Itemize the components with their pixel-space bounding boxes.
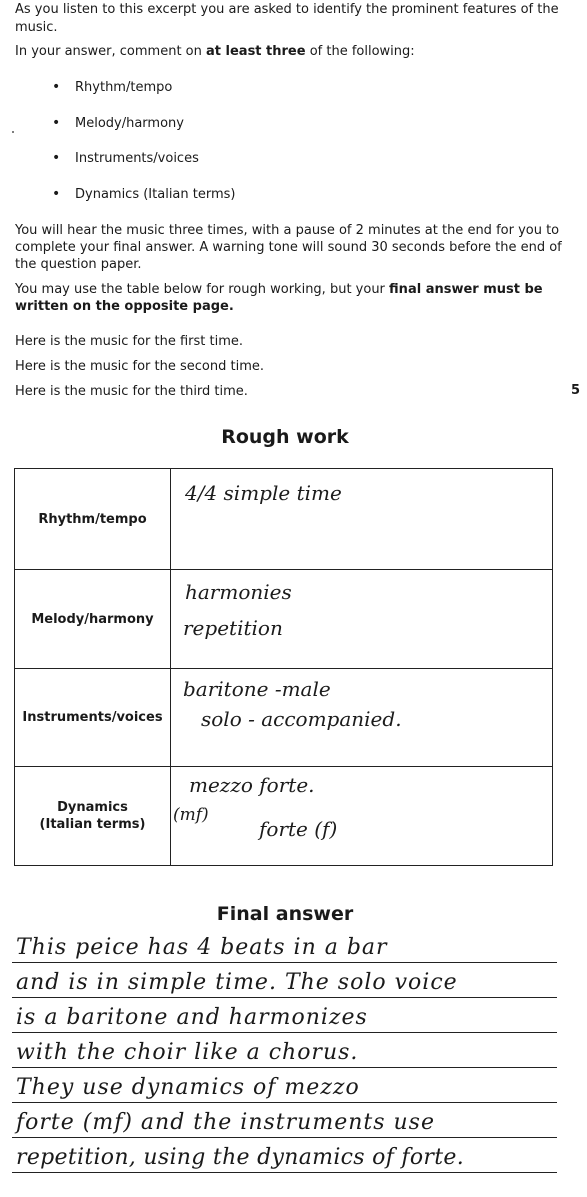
table-bold-1: final answer must be [389, 282, 543, 297]
handwritten-note: repetition [183, 616, 283, 640]
comment-bold: at least three [206, 44, 306, 59]
answer-line [12, 997, 557, 998]
category-label-1: Dynamics [57, 800, 128, 815]
first-time: Here is the music for the first time. [15, 334, 244, 349]
category-label-2: (Italian terms) [39, 817, 146, 832]
category-label: Instruments/voices [22, 710, 163, 725]
hear-line-2: complete your final answer. A warning tone will sound 30 seconds before the end of [15, 240, 562, 255]
handwritten-note: (mf) [173, 805, 209, 825]
bullet-label: Melody/harmony [75, 116, 184, 131]
answer-line [12, 1032, 557, 1033]
hear-line-3: the question paper. [15, 257, 142, 272]
handwritten-note: baritone -male [183, 677, 331, 701]
handwritten-note: solo - accompanied. [201, 707, 402, 731]
third-time: Here is the music for the third time. [15, 384, 248, 399]
final-answer-line-4: with the choir like a chorus. [16, 1040, 359, 1065]
answer-line [12, 1067, 557, 1068]
table-instruction-2 [15, 298, 234, 315]
bullet-label: Rhythm/tempo [75, 80, 173, 95]
table-row [15, 469, 553, 570]
table-instruction-1 [15, 281, 543, 298]
handwritten-note: 4/4 simple time [185, 481, 342, 505]
rough-work-table [14, 468, 553, 866]
category-label: Melody/harmony [31, 611, 154, 627]
bullet-label: Dynamics (Italian terms) [75, 187, 236, 202]
table-row [15, 669, 553, 767]
category-label: Rhythm/tempo [38, 511, 147, 527]
handwritten-note: forte (f) [259, 817, 338, 841]
intro-line-1: As you listen to this excerpt you are asked to identify the prominent features of the [15, 2, 559, 17]
final-answer-line-6: forte (mf) and the instruments use [16, 1110, 435, 1135]
table-row [15, 570, 553, 669]
handwritten-note: harmonies [185, 580, 292, 604]
handwritten-note: mezzo forte. [189, 773, 315, 797]
answer-cell [171, 469, 553, 570]
category-cell [15, 469, 171, 570]
comment-pre: In your answer, comment on [15, 44, 207, 59]
final-answer-line-3: is a baritone and harmonizes [16, 1005, 368, 1030]
table-bold-2: written on the opposite page. [15, 299, 234, 314]
comment-post: of the following: [305, 44, 415, 59]
bullet-label: Instruments/voices [75, 151, 199, 166]
final-answer-line-7: repetition, using the dynamics of forte. [16, 1145, 464, 1170]
second-time: Here is the music for the second time. [15, 359, 264, 374]
table-pre: You may use the table below for rough working, but your [15, 282, 390, 297]
bullet-dot-icon: • [52, 150, 61, 166]
answer-line [12, 1172, 557, 1173]
rough-work-heading: Rough work [221, 426, 349, 448]
paper-speck [12, 131, 14, 133]
hear-line-1: You will hear the music three times, with a pause of 2 minutes at the end for you to [15, 223, 560, 238]
answer-line [12, 1137, 557, 1138]
final-answer-line-5: They use dynamics of mezzo [16, 1075, 360, 1100]
bullet-dot-icon: • [52, 115, 61, 131]
category-cell [15, 669, 171, 767]
marks-value: 5 [571, 383, 581, 398]
answer-cell [171, 570, 553, 669]
category-cell [15, 570, 171, 669]
bullet-dot-icon: • [52, 186, 61, 202]
answer-line [12, 962, 557, 963]
final-answer-line-1: This peice has 4 beats in a bar [16, 935, 388, 960]
bullet-dot-icon: • [52, 79, 61, 95]
answer-cell [171, 669, 553, 767]
final-answer-heading: Final answer [216, 903, 354, 925]
answer-line [12, 1102, 557, 1103]
intro-line-2: music. [15, 20, 58, 35]
table-row [15, 767, 553, 866]
comment-instruction [15, 43, 415, 60]
category-cell [15, 767, 171, 866]
final-answer-line-2: and is in simple time. The solo voice [16, 970, 458, 995]
answer-cell [171, 767, 553, 866]
